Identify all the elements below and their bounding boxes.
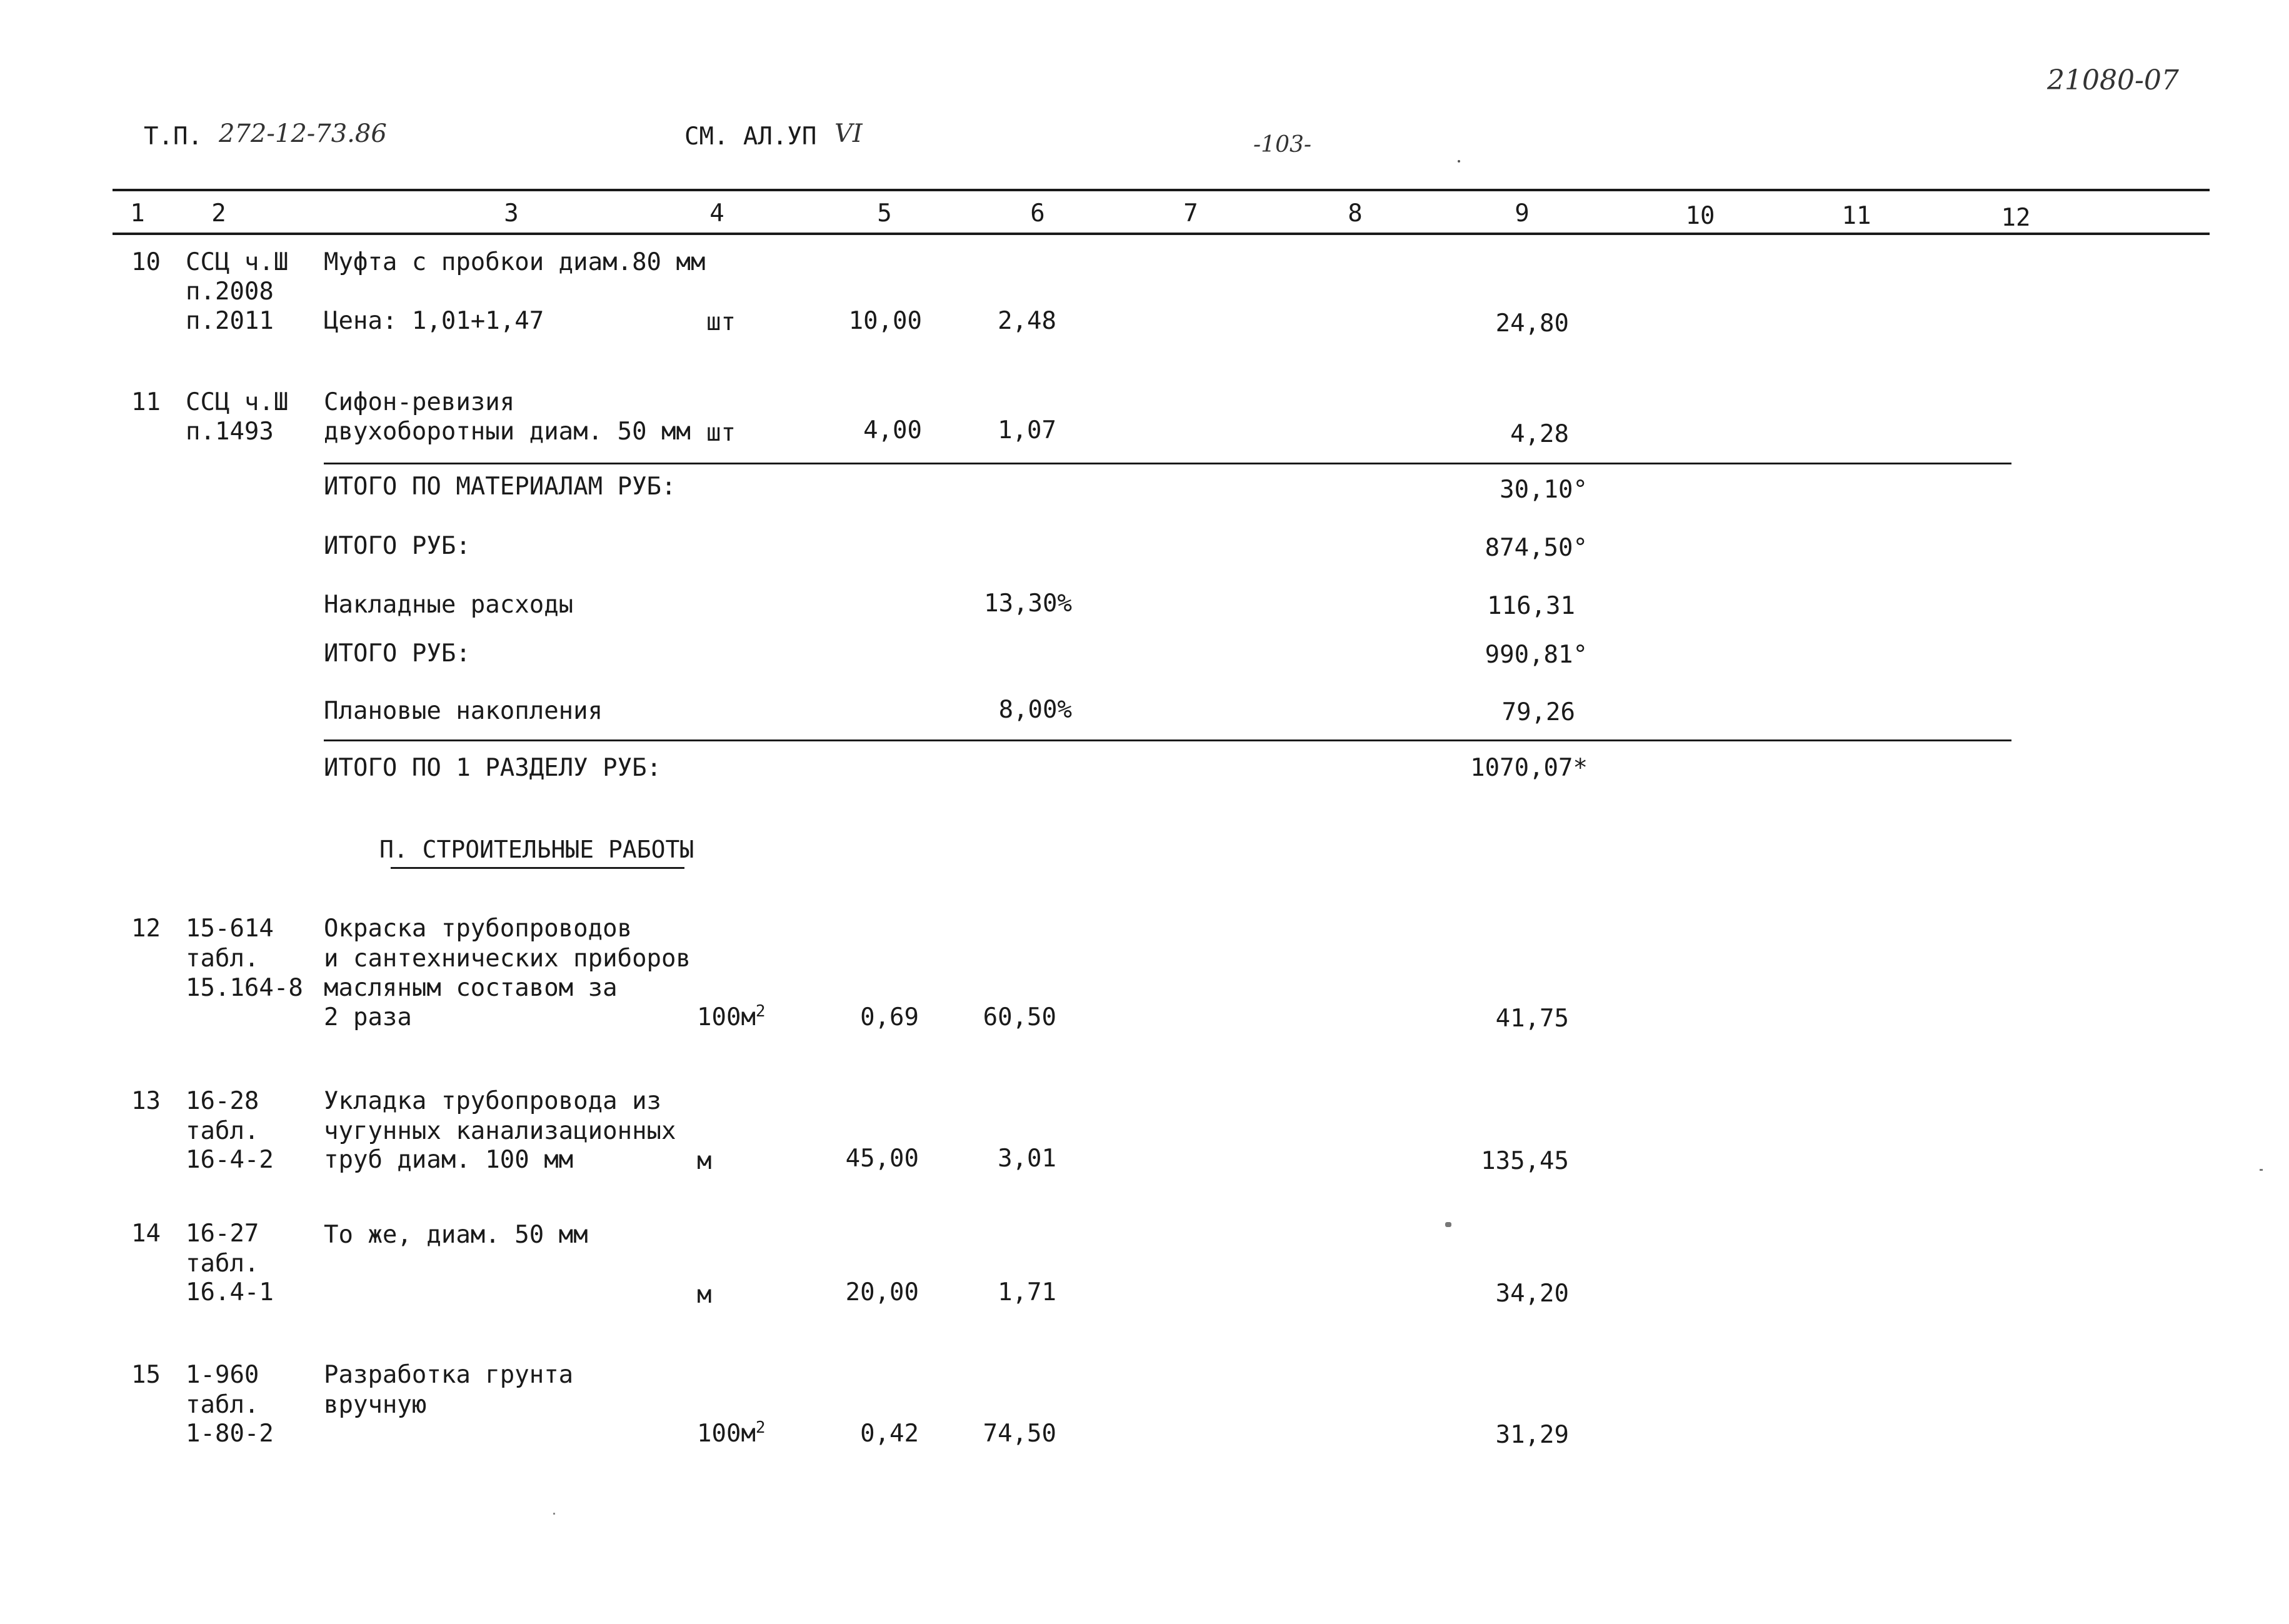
row-code: ССЦ ч.Ш bbox=[186, 248, 289, 276]
summary-value: 30,10° bbox=[1500, 476, 1588, 504]
row-quantity: 0,42 bbox=[860, 1420, 919, 1448]
row-price: 1,07 bbox=[998, 416, 1056, 444]
section-title-underline bbox=[391, 867, 684, 869]
scan-speck bbox=[1445, 1222, 1451, 1227]
row-code: ССЦ ч.Ш bbox=[186, 388, 289, 416]
estimate-label: СМ. АЛ.УП bbox=[684, 123, 817, 151]
row-price: 2,48 bbox=[998, 307, 1056, 335]
col-header: 4 bbox=[709, 199, 724, 228]
row-quantity: 4,00 bbox=[863, 416, 922, 444]
summary-label: ИТОГО РУБ: bbox=[324, 639, 471, 668]
row-code: 15-614 bbox=[186, 915, 274, 943]
summary-percent: 8,00% bbox=[998, 696, 1072, 724]
row-description: труб диам. 100 мм bbox=[324, 1146, 574, 1174]
header-top-rule bbox=[113, 189, 2210, 191]
section-total-label: ИТОГО ПО 1 РАЗДЕЛУ РУБ: bbox=[324, 754, 662, 782]
row-description: и сантехнических приборов bbox=[324, 945, 691, 973]
row-code: п.2011 bbox=[186, 307, 274, 335]
row-quantity: 10,00 bbox=[848, 307, 922, 335]
col-header: 6 bbox=[1030, 199, 1045, 228]
summary-percent: 13,30% bbox=[984, 589, 1072, 618]
summary-value: 874,50° bbox=[1485, 534, 1588, 562]
row-price: 74,50 bbox=[983, 1420, 1056, 1448]
row-description: чугунных канализационных bbox=[324, 1117, 676, 1145]
row-description: 2 раза bbox=[324, 1003, 412, 1031]
row-unit: м bbox=[697, 1281, 712, 1309]
summary-value: 990,81° bbox=[1485, 641, 1588, 669]
unit-text: 100м bbox=[697, 1003, 756, 1031]
row-number: 15 bbox=[131, 1361, 161, 1389]
unit-exponent: 2 bbox=[755, 1418, 766, 1437]
summary-label: Накладные расходы bbox=[324, 591, 574, 619]
archive-code: 21080-07 bbox=[2047, 64, 2179, 96]
row-number: 10 bbox=[131, 248, 161, 276]
summary-value: 79,26 bbox=[1501, 698, 1575, 726]
row-quantity: 45,00 bbox=[845, 1145, 919, 1173]
row-description: Укладка трубопровода из bbox=[324, 1087, 662, 1115]
row-code: 16-28 bbox=[186, 1087, 259, 1115]
col-header: 1 bbox=[130, 199, 145, 228]
col-header: 12 bbox=[2001, 204, 2031, 232]
doc-number: 272-12-73.86 bbox=[219, 119, 387, 148]
row-number: 12 bbox=[131, 915, 161, 943]
col-header: 9 bbox=[1515, 199, 1530, 228]
doc-code: Т.П. bbox=[144, 123, 203, 151]
row-total: 31,29 bbox=[1495, 1421, 1569, 1449]
row-code: табл. bbox=[186, 1250, 259, 1278]
unit-text: 100м bbox=[697, 1420, 756, 1448]
col-header: 2 bbox=[211, 199, 226, 228]
row-total: 41,75 bbox=[1495, 1005, 1569, 1033]
row-unit bbox=[697, 1419, 766, 1449]
row-total: 135,45 bbox=[1481, 1147, 1569, 1175]
row-description: Сифон-ревизия bbox=[324, 388, 515, 416]
col-header: 11 bbox=[1841, 202, 1871, 230]
row-description: Окраска трубопроводов bbox=[324, 915, 633, 943]
row-number: 11 bbox=[131, 388, 161, 416]
row-unit: шт bbox=[706, 419, 736, 447]
summary-label: ИТОГО ПО МАТЕРИАЛАМ РУБ: bbox=[324, 473, 676, 501]
section-title: П. СТРОИТЕЛЬНЫЕ РАБОТЫ bbox=[379, 836, 694, 863]
row-unit: шт bbox=[706, 308, 736, 336]
row-code: 1-80-2 bbox=[186, 1420, 274, 1448]
row-code: табл. bbox=[186, 1117, 259, 1145]
row-unit bbox=[697, 1003, 766, 1033]
row-description: масляным составом за bbox=[324, 974, 618, 1002]
summary-value: 116,31 bbox=[1487, 592, 1575, 620]
col-header: 10 bbox=[1685, 202, 1715, 230]
page-number: -103- bbox=[1253, 132, 1312, 158]
section-total-rule bbox=[324, 739, 2011, 741]
subtotal-rule bbox=[324, 463, 2011, 464]
row-description: Разработка грунта bbox=[324, 1361, 574, 1389]
row-total: 24,80 bbox=[1495, 309, 1569, 338]
row-code: табл. bbox=[186, 945, 259, 973]
row-description: То же, диам. 50 мм bbox=[324, 1221, 588, 1249]
summary-label: ИТОГО РУБ: bbox=[324, 532, 471, 560]
row-description: Муфта с пробкои диам.80 мм bbox=[324, 248, 706, 276]
section-total-value: 1070,07* bbox=[1470, 754, 1588, 782]
summary-label: Плановые накопления bbox=[324, 697, 603, 725]
col-header: 3 bbox=[504, 199, 519, 228]
row-code: 15.164-8 bbox=[186, 974, 303, 1002]
row-description: Цена: 1,01+1,47 bbox=[324, 307, 544, 335]
scan-speck bbox=[2260, 1169, 2263, 1171]
row-number: 13 bbox=[131, 1087, 161, 1115]
row-description: двухоборотныи диам. 50 мм bbox=[324, 418, 691, 446]
col-header: 7 bbox=[1183, 199, 1198, 228]
unit-exponent: 2 bbox=[755, 1002, 766, 1021]
row-total: 4,28 bbox=[1510, 420, 1569, 448]
row-description: вручную bbox=[324, 1391, 427, 1419]
row-price: 1,71 bbox=[998, 1278, 1056, 1306]
row-price: 60,50 bbox=[983, 1003, 1056, 1031]
row-code: 16-27 bbox=[186, 1220, 259, 1248]
row-code: 16-4-2 bbox=[186, 1146, 274, 1174]
header-bottom-rule bbox=[113, 233, 2210, 235]
row-price: 3,01 bbox=[998, 1145, 1056, 1173]
estimate-suffix: VI bbox=[834, 119, 863, 148]
col-header: 5 bbox=[877, 199, 892, 228]
col-header: 8 bbox=[1348, 199, 1363, 228]
scan-speck bbox=[553, 1513, 555, 1515]
scan-speck bbox=[1458, 160, 1460, 163]
row-number: 14 bbox=[131, 1220, 161, 1248]
row-unit: м bbox=[697, 1147, 712, 1175]
row-code: п.2008 bbox=[186, 278, 274, 306]
row-quantity: 20,00 bbox=[845, 1278, 919, 1306]
row-code: 1-960 bbox=[186, 1361, 259, 1389]
row-code: табл. bbox=[186, 1391, 259, 1419]
row-code: п.1493 bbox=[186, 418, 274, 446]
row-code: 16.4-1 bbox=[186, 1278, 274, 1306]
row-quantity: 0,69 bbox=[860, 1003, 919, 1031]
row-total: 34,20 bbox=[1495, 1280, 1569, 1308]
